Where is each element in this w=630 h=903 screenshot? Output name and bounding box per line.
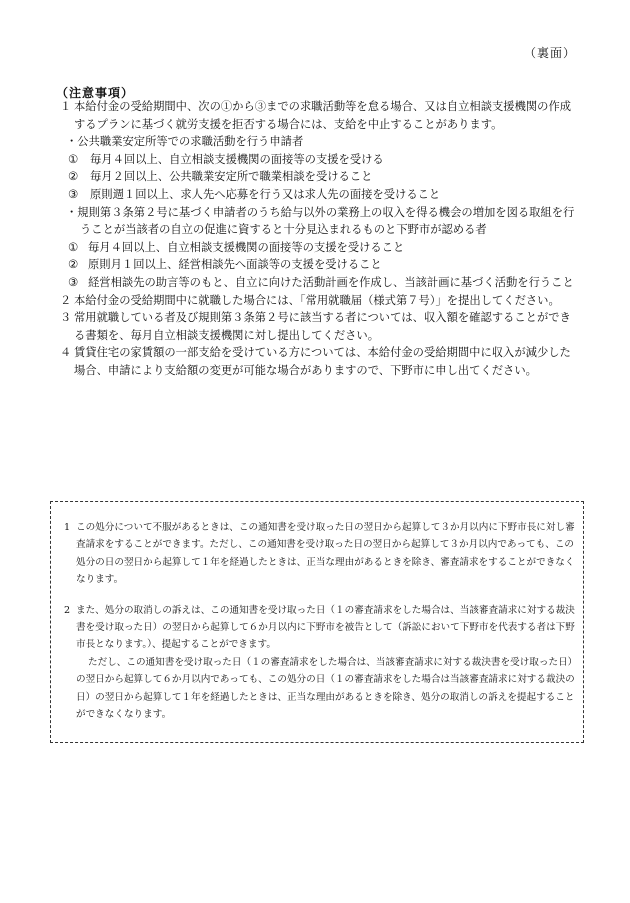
appeal-paragraph-2 [64, 602, 576, 654]
group-a-heading: ・公共職業安定所等での求職活動を行う申請者 [66, 135, 304, 149]
note-item-4-number: ４ [60, 346, 72, 360]
group-a-item-3 [60, 186, 582, 204]
group-a-item-1 [60, 151, 582, 169]
appeal-paragraph-3: ただし、この通知書を受け取った日（１の審査請求をした場合は、当該審査請求に対する裁決書を受け取った日）の翌日から起算して６か月以内であっても、この処分の日（１の審査請求をした場合は当該審査請求に対する裁決の日）の翌日から起算して１年を経過したときは、正当な理由があるときを除き、処分の取消しの訴えを提起することができなくなります。 [76, 656, 575, 721]
notes-heading: （注意事項） [56, 86, 135, 100]
note-item-3-text: 常用就職している者及び規則第３条第２号に該当する者については、収入額を確認することができる書類を、毎月自立相談支援機関に対し提出してください。 [74, 311, 571, 342]
note-item-2 [60, 292, 582, 310]
note-item-1-number: １ [60, 100, 72, 113]
appeal-paragraph-1 [64, 519, 576, 589]
group-b-item-1-text: 毎月４回以上、自立相談支援機関の面接等の支援を受けること [88, 240, 405, 254]
notes-section [60, 98, 582, 380]
note-item-1 [60, 98, 582, 133]
note-item-2-text: 本給付金の受給期間中に就職した場合には、「常用就職届（様式第７号）」を提出してください。 [74, 293, 560, 307]
group-a-item-3-mark: ③ [68, 187, 79, 201]
group-b-item-2-mark: ② [68, 258, 79, 272]
group-b-item-3 [60, 274, 582, 292]
group-a-item-2 [60, 168, 582, 186]
group-b-item-2-text: 原則月１回以上、経営相談先へ面談等の支援を受けること [88, 258, 382, 272]
reverse-side-label: （裏面） [523, 46, 576, 60]
group-b-heading: ・規則第３条第２号に基づく申請者のうち給与以外の業務上の収入を得る機会の増加を図る取組を行うことが当該者の自立の促進に資すると十分見込まれるものと下野市が認める者 [66, 205, 575, 237]
appeal-notice-box [50, 501, 584, 743]
group-b-item-3-text: 経営相談先の助言等のもと、自立に向けた活動計画を作成し、当該計画に基づく活動を行うこと [88, 275, 574, 289]
appeal-paragraph-2-text: また、処分の取消しの訴えは、この通知書を受け取った日（１の審査請求をした場合は、当該審査請求に対する裁決書を受け取った日）の翌日から起算して６か月以内に下野市を被告として（訴訟において下野市を代表する者は下野市長となります。）、提起することができます。 [76, 604, 575, 651]
appeal-paragraph-2-number: 2 [64, 604, 71, 616]
group-a-item-1-text: 毎月４回以上、自立相談支援機関の面接等の支援を受ける [90, 152, 384, 166]
group-a-item-3-text: 原則週１回以上、求人先へ応募を行う又は求人先の面接を受けること [90, 187, 441, 201]
group-b-item-3-mark: ③ [68, 275, 79, 289]
group-a-item-2-mark: ② [68, 170, 79, 184]
group-b-item-1 [60, 239, 582, 257]
paragraph-spacer [64, 589, 576, 602]
group-b-item-2 [60, 256, 582, 274]
note-item-4-text: 賃貸住宅の家賃額の一部支給を受けている方については、本給付金の受給期間中に収入が減少した場合、申請により支給額の変更が可能な場合がありますので、下野市に申し出てください。 [74, 346, 571, 377]
note-item-3 [60, 309, 582, 344]
note-item-3-number: ３ [60, 311, 72, 325]
group-b-item-1-mark: ① [68, 240, 79, 254]
group-a-item-2-text: 毎月２回以上、公共職業安定所で職業相談を受けること [90, 170, 373, 184]
note-item-1-text: 本給付金の受給期間中、次の①から③までの求職活動等を怠る場合、又は自立相談支援機関の作成するプランに基づく就労支援を拒否する場合には、支給を中止することがあります。 [74, 100, 572, 131]
appeal-notice-content [64, 519, 576, 723]
note-item-2-number: ２ [60, 293, 72, 307]
group-a-item-1-mark: ① [68, 152, 79, 166]
appeal-paragraph-1-number: 1 [64, 522, 71, 533]
appeal-paragraph-1-text: この処分について不服があるときは、この通知書を受け取った日の翌日から起算して３か月以内に下野市長に対し審査請求をすることができます。ただし、この通知書を受け取った日の翌日から起算して３か月以内であっても、この処分の日の翌日から起算して１年を経過したときは、正当な理由があるときを除き、審査請求をすることができなくなります。 [76, 522, 575, 586]
note-item-4 [60, 344, 582, 379]
